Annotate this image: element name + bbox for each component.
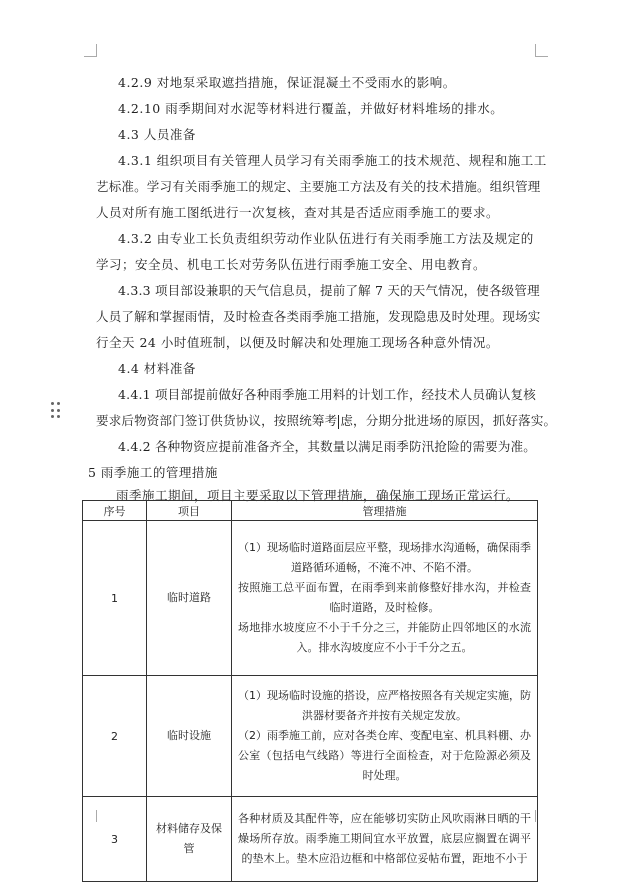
measure-line: 各种材质及其配件等，应在能够切实防止风吹雨淋日晒的干燥场所存放。雨季施工期间宜水平放置，底层应搁置在调平的垫木上。垫木应沿边框和中格部位妥帖布置，距地不小于 [238, 812, 531, 865]
measures-table [82, 500, 538, 882]
row-item: 材料储存及保管 [147, 797, 232, 882]
table-row [83, 521, 538, 676]
text-before-cursor: 要求后物资部门签订供货协议，按照统筹考 [96, 413, 338, 428]
paragraph: 学习；安全员、机电工长对劳务队伍进行雨季施工安全、用电教育。 [96, 257, 487, 272]
section-heading: 4.3 人员准备 [118, 127, 196, 142]
paragraph-with-cursor[interactable] [96, 408, 557, 434]
row-item: 临时道路 [147, 521, 232, 676]
row-item: 临时设施 [147, 676, 232, 797]
page-corner-mark [535, 44, 548, 57]
table-row [83, 676, 538, 797]
measure-line: （1）现场临时设施的搭设，应严格按照各有关规定实施，防洪器材要备齐并按有关规定发放。 [238, 689, 531, 722]
paragraph: 雨季施工期间，项目主要采取以下管理措施，确保施工现场正常运行。 [116, 488, 520, 503]
header-cell: 项目 [147, 501, 232, 521]
paragraph: 4.2.9 对地泵采取遮挡措施，保证混凝土不受雨水的影响。 [118, 75, 456, 90]
paragraph: 4.4.1 项目部提前做好各种雨季施工用料的计划工作，经技术人员确认复核 [118, 387, 536, 402]
paragraph: 艺标准。学习有关雨季施工的规定、主要施工方法及有关的技术措施。组织管理 [96, 179, 541, 194]
paragraph: 4.3.3 项目部设兼职的天气信息员，提前了解 7 天的天气情况，使各级管理 [118, 283, 540, 298]
paragraph: 4.4.2 各种物资应提前准备齐全，其数量以满足雨季防汛抢险的需要为准。 [118, 439, 536, 454]
drag-handle-icon[interactable] [51, 402, 61, 420]
paragraph: 4.3.1 组织项目有关管理人员学习有关雨季施工的技术规范、规程和施工工 [118, 153, 547, 168]
header-cell: 序号 [83, 501, 147, 521]
page-corner-mark [84, 44, 97, 57]
header-cell: 管理措施 [232, 501, 538, 521]
row-measures [232, 521, 538, 676]
paragraph: 人员对所有施工图纸进行一次复核，查对其是否适应雨季施工的要求。 [96, 205, 500, 220]
measure-line: （1）现场临时道路面层应平整，现场排水沟通畅，确保雨季道路循环通畅，不淹不冲、不陷不滑。 [238, 541, 531, 574]
paragraph: 4.3.2 由专业工长负责组织劳动作业队伍进行有关雨季施工方法及规定的 [118, 231, 534, 246]
table-row [83, 797, 538, 882]
paragraph: 4.2.10 雨季期间对水泥等材料进行覆盖，并做好材料堆场的排水。 [118, 101, 504, 116]
measure-line: （2）雨季施工前，应对各类仓库、变配电室、机具料棚、办公室（包括电气线路）等进行全面检查，对于危险源必须及时处理。 [238, 729, 531, 782]
section-heading: 4.4 材料准备 [118, 361, 196, 376]
measure-line: 按照施工总平面布置，在雨季到来前修整好排水沟，并检查临时道路，及时检修。 [238, 581, 531, 614]
table-header-row [83, 501, 538, 521]
paragraph: 人员了解和掌握雨情，及时检查各类雨季施工措施，发现隐患及时处理。现场实 [96, 309, 541, 324]
row-measures [232, 676, 538, 797]
text-after-cursor: 虑，分期分批进场的原因，抓好落实。 [340, 413, 557, 428]
measure-line: 场地排水坡度应不小于千分之三，并能防止四邻地区的水流入。排水沟坡度应不小于千分之五。 [238, 621, 531, 654]
row-number: 2 [83, 676, 147, 797]
row-number: 3 [83, 797, 147, 882]
chapter-heading: 5 雨季施工的管理措施 [88, 465, 218, 480]
paragraph: 行全天 24 小时值班制，以便及时解决和处理施工现场各种意外情况。 [96, 335, 499, 350]
row-measures [232, 797, 538, 882]
row-number: 1 [83, 521, 147, 676]
